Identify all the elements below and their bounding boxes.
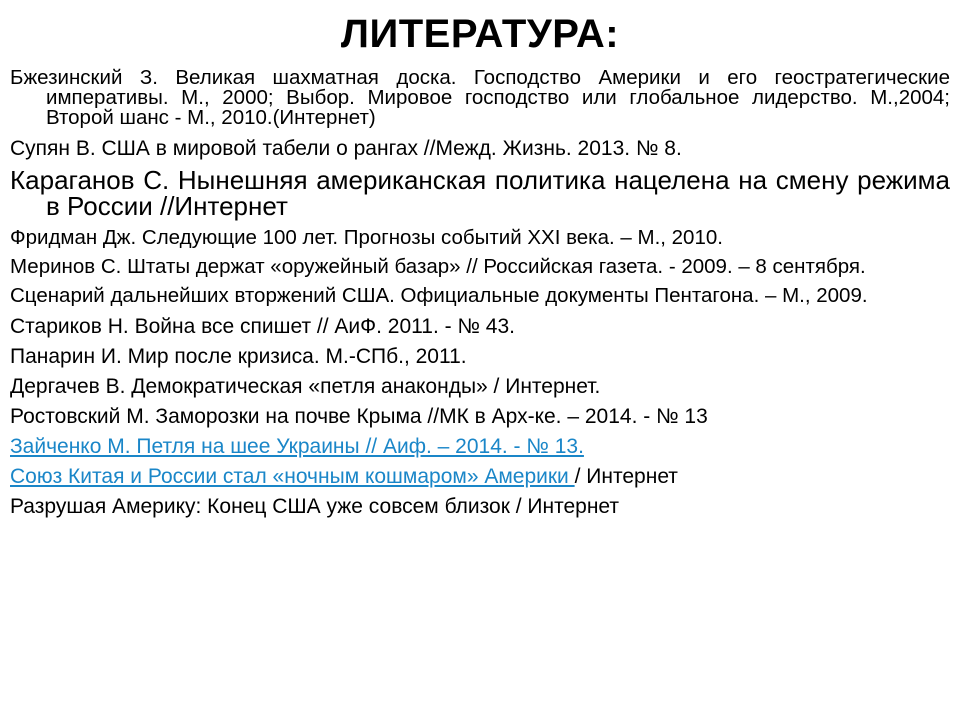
reference-item-6: Сценарий дальнейших вторжений США. Официальные документы Пентагона. – М., 2009. bbox=[10, 284, 868, 307]
reference-link-12[interactable]: Союз Китая и России стал «ночным кошмаром» Америки bbox=[10, 465, 575, 488]
reference-list bbox=[10, 68, 950, 525]
reference-suffix-12: / Интернет bbox=[574, 465, 678, 488]
reference-item-12 bbox=[10, 465, 950, 489]
reference-item-4: Фридман Дж. Следующие 100 лет. Прогнозы событий XXI века. – М., 2010. bbox=[10, 226, 723, 249]
page-title: ЛИТЕРАТУРА: bbox=[340, 12, 620, 56]
reference-item-1: Бжезинский З. Великая шахматная доска. Господство Америки и его геостратегические императивы. М., 2000; Выбор. Мировое господство или глобальное лидерство. М.,2004; Второй шанс - М., 2010.(Интернет) bbox=[10, 66, 950, 129]
reference-item-13: Разрушая Америку: Конец США уже совсем близок / Интернет bbox=[10, 495, 620, 518]
reference-item-7: Стариков Н. Война все спишет // АиФ. 2011. - № 43. bbox=[10, 315, 515, 338]
reference-item-5: Меринов С. Штаты держат «оружейный базар» // Российская газета. - 2009. – 8 сентября. bbox=[10, 255, 866, 278]
reference-link-11[interactable]: Зайченко М. Петля на шее Украины // Аиф. – 2014. - № 13. bbox=[10, 435, 584, 458]
reference-item-8: Панарин И. Мир после кризиса. М.-СПб., 2011. bbox=[10, 345, 467, 368]
reference-item-9: Дергачев В. Демократическая «петля анаконды» / Интернет. bbox=[10, 375, 601, 398]
reference-item-2: Супян В. США в мировой табели о рангах //Межд. Жизнь. 2013. № 8. bbox=[10, 137, 682, 160]
reference-item-3: Караганов С. Нынешняя американская политика нацелена на смену режима в России //Интернет bbox=[10, 165, 950, 221]
reference-item-11 bbox=[10, 435, 950, 459]
reference-item-10: Ростовский М. Заморозки на почве Крыма //МК в Арх-ке. – 2014. - № 13 bbox=[10, 405, 708, 428]
